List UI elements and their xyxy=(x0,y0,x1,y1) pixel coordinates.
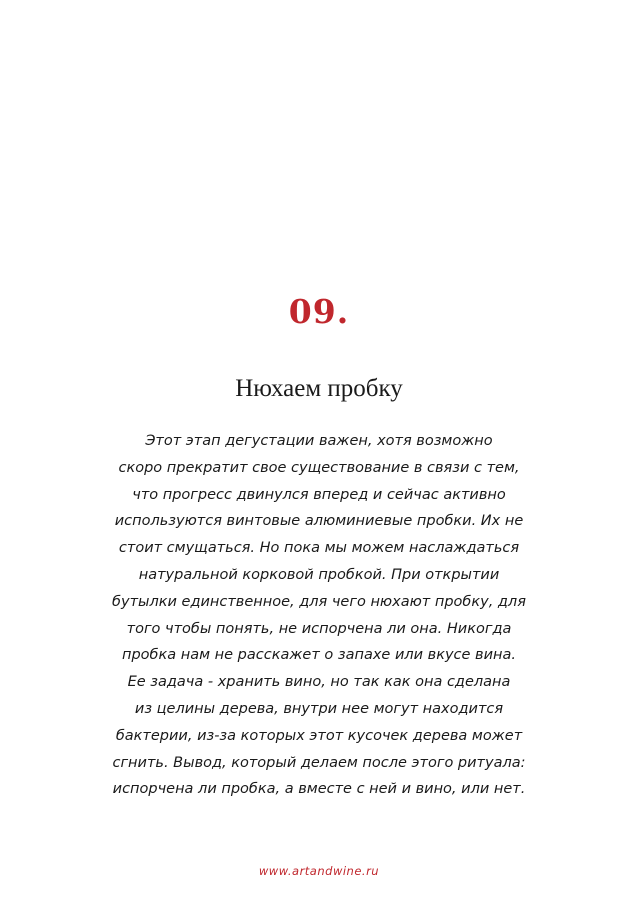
paragraph-line: пробка нам не расскажет о запахе или вкусе вина. xyxy=(122,647,516,664)
paragraph-line: используются винтовые алюминиевые пробки. Их не xyxy=(114,513,524,530)
footer-website-link[interactable]: www.artandwine.ru xyxy=(258,864,380,878)
paragraph-line: бактерии, из-за которых этот кусочек дерева может xyxy=(115,727,523,744)
paragraph-line: бутылки единственное, для чего нюхают пробку, для xyxy=(112,593,526,610)
paragraph-line: что прогресс двинулся вперед и сейчас активно xyxy=(132,486,506,503)
body-paragraph xyxy=(70,428,568,803)
chapter-title: Нюхаем пробку xyxy=(235,375,403,402)
chapter-number: 09. xyxy=(288,292,350,331)
paragraph-line: сгнить. Вывод, который делаем после этого ритуала: xyxy=(112,754,526,771)
paragraph-line: стоит смущаться. Но пока мы можем наслаждаться xyxy=(118,540,520,557)
paragraph-line: натуральной корковой пробкой. При открытии xyxy=(138,566,500,583)
paragraph-line: Этот этап дегустации важен, хотя возможно xyxy=(145,433,493,449)
paragraph-line: из целины дерева, внутри нее могут находится xyxy=(134,700,504,717)
paragraph-line: Ее задача - хранить вино, но так как она сделана xyxy=(127,674,511,691)
paragraph-line: испорчена ли пробка, а вместе с ней и вино, или нет. xyxy=(112,781,526,798)
paragraph-line: скоро прекратит свое существование в связи с тем, xyxy=(118,459,520,476)
paragraph-line: того чтобы понять, не испорчена ли она. Никогда xyxy=(126,620,512,637)
